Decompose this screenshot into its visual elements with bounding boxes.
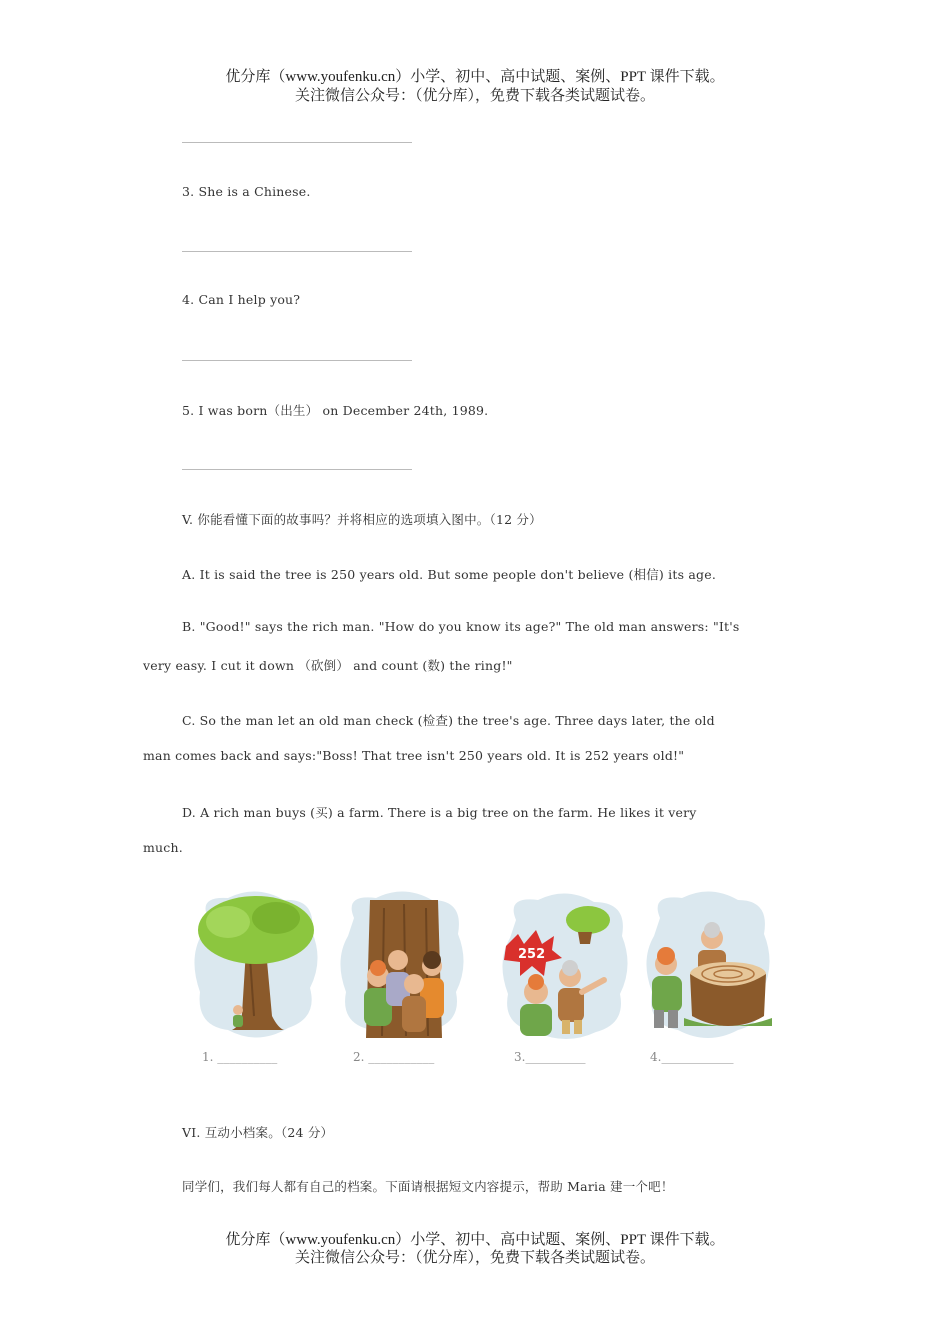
picture-3-answer-blank: 3.__________: [514, 1050, 586, 1064]
story-picture-1: [188, 888, 324, 1046]
footer-line-1: 优分库（www.youfenku.cn）小学、初中、高中试题、案例、PPT 课件下载。: [225, 1232, 725, 1248]
section-5-title: V. 你能看懂下面的故事吗？并将相应的选项填入图中。（12 分）: [182, 512, 542, 527]
picture-1-answer-blank: 1. __________: [202, 1050, 278, 1064]
header-line-2: 关注微信公众号：（优分库），免费下载各类试题试卷。: [294, 88, 655, 104]
story-option-b-line-1: B. "Good!" says the rich man. "How do you know its age?" The old man answers: "It's: [182, 619, 740, 634]
speech-bubble-number: 252: [518, 947, 546, 962]
question-4: 4. Can I help you?: [182, 292, 301, 307]
answer-line: [182, 142, 412, 143]
story-option-c-line-1: C. So the man let an old man check (检查) the tree's age. Three days later, the old: [182, 713, 715, 728]
picture-2-answer-blank: 2. ___________: [353, 1050, 435, 1064]
story-option-d-line-1: D. A rich man buys (买) a farm. There is a big tree on the farm. He likes it very: [182, 805, 697, 820]
answer-line: [182, 360, 412, 361]
answer-line: [182, 469, 412, 470]
header-line-1: 优分库（www.youfenku.cn）小学、初中、高中试题、案例、PPT 课件下载。: [225, 69, 725, 85]
question-3: 3. She is a Chinese.: [182, 184, 311, 199]
story-option-b-line-2: very easy. I cut it down （砍倒） and count (数) the ring!": [143, 658, 513, 673]
story-option-c-line-2: man comes back and says:"Boss! That tree isn't 250 years old. It is 252 years old!": [143, 748, 685, 763]
section-6-intro: 同学们，我们每人都有自己的档案。下面请根据短文内容提示，帮助 Maria 建一个吧！: [182, 1179, 674, 1194]
section-6-title: VI. 互动小档案。（24 分）: [182, 1125, 334, 1140]
question-5: 5. I was born（出生） on December 24th, 1989.: [182, 403, 489, 418]
story-picture-4: [640, 888, 776, 1046]
footer-line-2: 关注微信公众号：（优分库），免费下载各类试题试卷。: [294, 1250, 655, 1266]
answer-line: [182, 251, 412, 252]
story-option-a: A. It is said the tree is 250 years old. But some people don't believe (相信) its age.: [182, 567, 716, 582]
story-option-d-line-2: much.: [143, 840, 183, 855]
story-picture-3: [496, 888, 636, 1046]
picture-4-answer-blank: 4.____________: [650, 1050, 734, 1064]
story-picture-2: [334, 888, 470, 1046]
